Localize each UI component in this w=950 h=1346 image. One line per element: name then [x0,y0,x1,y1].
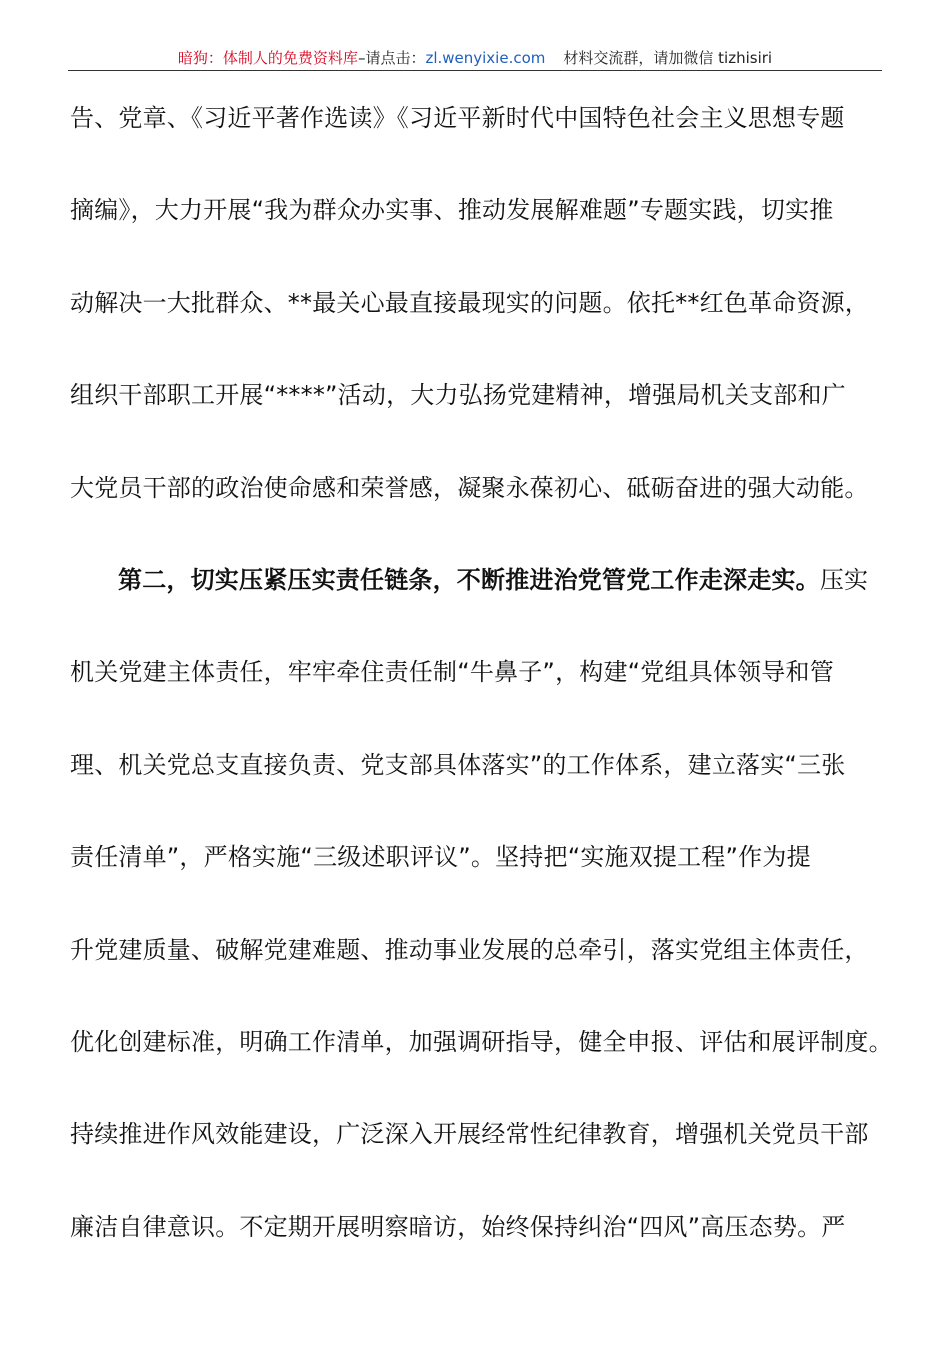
paragraph-line: 责任清单”，严格实施“三级述职评议”。坚持把“实施双提工程”作为提 [70,843,811,872]
paragraph-2-heading-tail: 压实 [819,565,869,594]
header-click-prefix: –请点击： [357,49,426,67]
paragraph-line: 机关党建主体责任，牢牢牵住责任制“牛鼻子”，构建“党组具体领导和管 [70,658,834,687]
paragraph-line: 廉洁自律意识。不定期开展明察暗访，始终保持纠治“四风”高压态势。严 [70,1212,846,1241]
paragraph-line: 持续推进作风效能建设，广泛深入开展经常性纪律教育，增强机关党员干部 [70,1120,869,1149]
paragraph-line: 理、机关党总支直接负责、党支部具体落实”的工作体系，建立落实“三张 [70,750,846,779]
header-divider [68,70,882,71]
page-header [68,46,882,70]
paragraph-line: 摘编》，大力开展“我为群众办实事、推动发展解难题”专题实践，切实推 [70,196,834,225]
header-url-link[interactable]: zl.wenyixie.com [425,49,546,67]
paragraph-2-first-line [70,557,890,603]
header-group-note: 材料交流群，请加微信 tizhisiri [563,49,773,67]
header-site-name: 暗狗：体制人的免费资料库 [177,49,358,67]
paragraph-line: 升党建质量、破解党建难题、推动事业发展的总牵引，落实党组主体责任， [70,935,869,964]
paragraph-line: 大党员干部的政治使命感和荣誉感，凝聚永葆初心、砥砺奋进的强大动能。 [70,473,869,502]
document-body [70,95,893,1296]
paragraph-line: 优化创建标准，明确工作清单，加强调研指导，健全申报、评估和展评制度。 [70,1027,893,1056]
paragraph-line: 动解决一大批群众、**最关心最直接最现实的问题。依托**红色革命资源， [70,288,869,317]
paragraph-line: 组织干部职工开展“****”活动，大力弘扬党建精神，增强局机关支部和广 [70,381,846,410]
paragraph-2-heading: 第二，切实压紧压实责任链条，不断推进治党管党工作走深走实。 [118,565,820,594]
paragraph-line: 告、党章、《习近平著作选读》《习近平新时代中国特色社会主义思想专题 [70,104,845,132]
